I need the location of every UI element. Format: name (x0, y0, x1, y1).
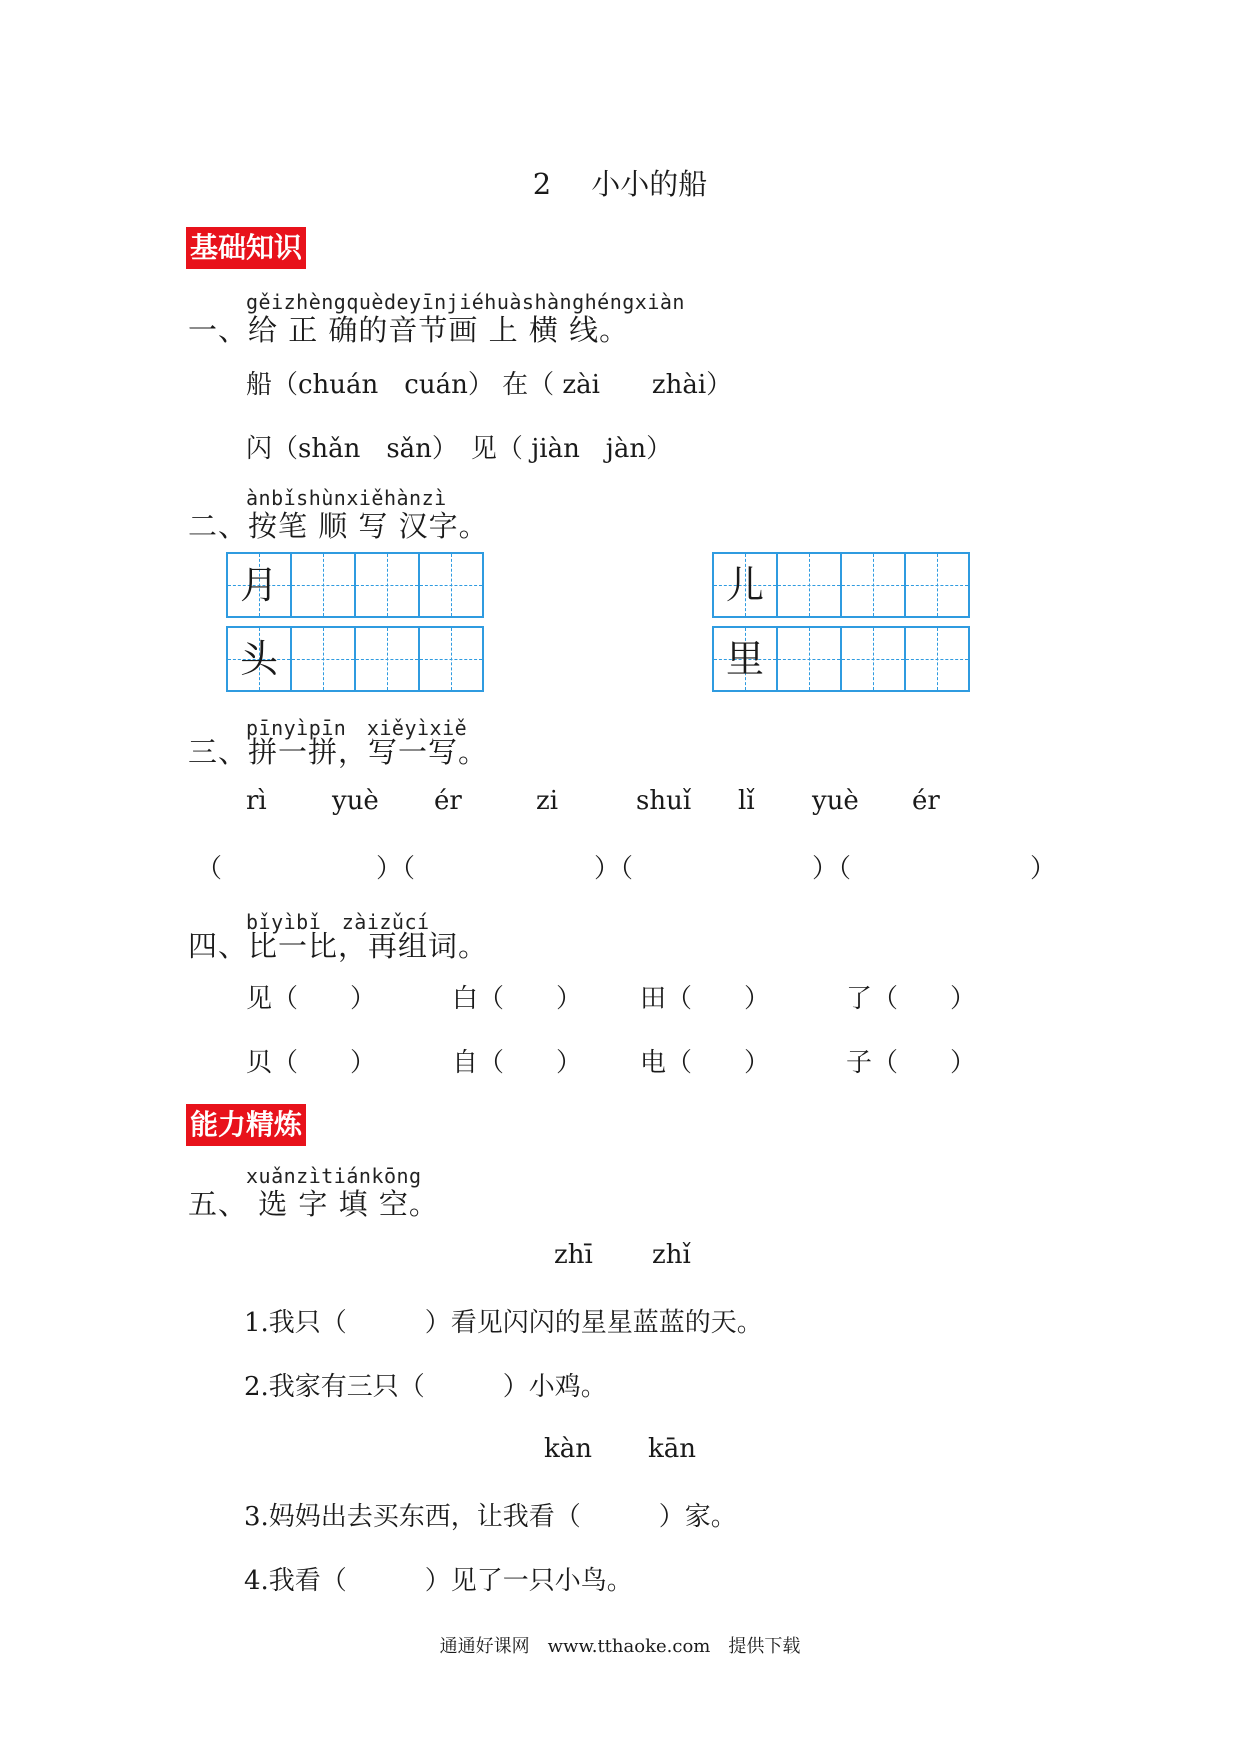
q5-sentence-1[interactable]: 1.我只（ ）看见闪闪的星星蓝蓝的天。 (244, 1308, 763, 1338)
q3-blank-sep[interactable]: ）（ (594, 854, 634, 884)
q3-pinyin: pīnyìpīn xiěyìxiě (246, 716, 468, 740)
model-char-tou: 头 (239, 637, 278, 681)
q4-item[interactable]: 子（ ） (846, 1048, 977, 1078)
section-badge-ability: 能力精炼 (186, 1104, 306, 1146)
q5-option: kàn (544, 1434, 593, 1464)
q4-item[interactable]: 电（ ） (640, 1048, 771, 1078)
q4-item[interactable]: 自（ ） (452, 1048, 583, 1078)
writing-grid-tou[interactable] (226, 626, 484, 692)
q5-pinyin: xuǎnzìtiánkōng (246, 1164, 422, 1188)
q3-word: shuǐ (636, 786, 692, 816)
footer-source: 通通好课网 www.tthaoke.com 提供下载 (439, 1636, 801, 1657)
section-badge-basic: 基础知识 (186, 227, 306, 269)
q4-item[interactable]: 见（ ） (246, 984, 377, 1014)
q4-pinyin: bǐyìbǐ zàizǔcí (246, 910, 430, 934)
q1-heading: 一、给 正 确的音节画 上 横 线。 (188, 313, 630, 347)
q3-heading: 三、拼一拼，写一写。 (188, 735, 489, 769)
q3-blank-sep[interactable]: ）（ (376, 854, 416, 884)
q3-word: rì (246, 786, 267, 816)
q2-heading: 二、按笔 顺 写 汉字。 (188, 509, 489, 543)
q4-item[interactable]: 田（ ） (640, 984, 771, 1014)
q3-word: yuè (332, 786, 379, 816)
q5-sentence-4[interactable]: 4.我看（ ）见了一只小鸟。 (244, 1566, 633, 1596)
q3-blank-close[interactable]: ） (1030, 854, 1057, 884)
model-char-yue: 月 (239, 563, 278, 607)
q5-option: zhǐ (652, 1240, 691, 1270)
q3-blank-open[interactable]: （ (196, 854, 223, 884)
q3-word: zi (536, 786, 559, 816)
model-char-er: 儿 (725, 563, 764, 607)
q4-item[interactable]: 白（ ） (452, 984, 583, 1014)
q5-sentence-2[interactable]: 2.我家有三只（ ）小鸡。 (244, 1372, 607, 1402)
page-title: 2 小小的船 (532, 167, 708, 201)
q4-item[interactable]: 贝（ ） (246, 1048, 377, 1078)
writing-grid-li[interactable] (712, 626, 970, 692)
q5-heading: 五、 选 字 填 空。 (188, 1187, 439, 1221)
q5-option: zhī (554, 1240, 593, 1270)
writing-grid-yue[interactable] (226, 552, 484, 618)
q3-word: ér (434, 786, 462, 816)
q4-heading: 四、比一比，再组词。 (188, 929, 489, 963)
q3-word: ér (912, 786, 940, 816)
q5-sentence-3[interactable]: 3.妈妈出去买东西，让我看（ ）家。 (244, 1502, 737, 1532)
q3-blank-sep[interactable]: ）（ (812, 854, 852, 884)
q3-word: lǐ (738, 786, 755, 816)
q1-pinyin: gěizhèngquèdeyīnjiéhuàshànghéngxiàn (246, 290, 685, 314)
q1-line1: 船（chuán cuán） 在（ zài zhài） (246, 370, 733, 400)
q2-pinyin: ànbǐshùnxiěhànzì (246, 486, 447, 510)
q3-word: yuè (812, 786, 859, 816)
writing-grid-er[interactable] (712, 552, 970, 618)
q5-option: kān (648, 1434, 697, 1464)
model-char-li: 里 (725, 637, 764, 681)
q4-item[interactable]: 了（ ） (846, 984, 977, 1014)
q1-line2: 闪（shǎn sǎn） 见（ jiàn jàn） (246, 434, 673, 464)
